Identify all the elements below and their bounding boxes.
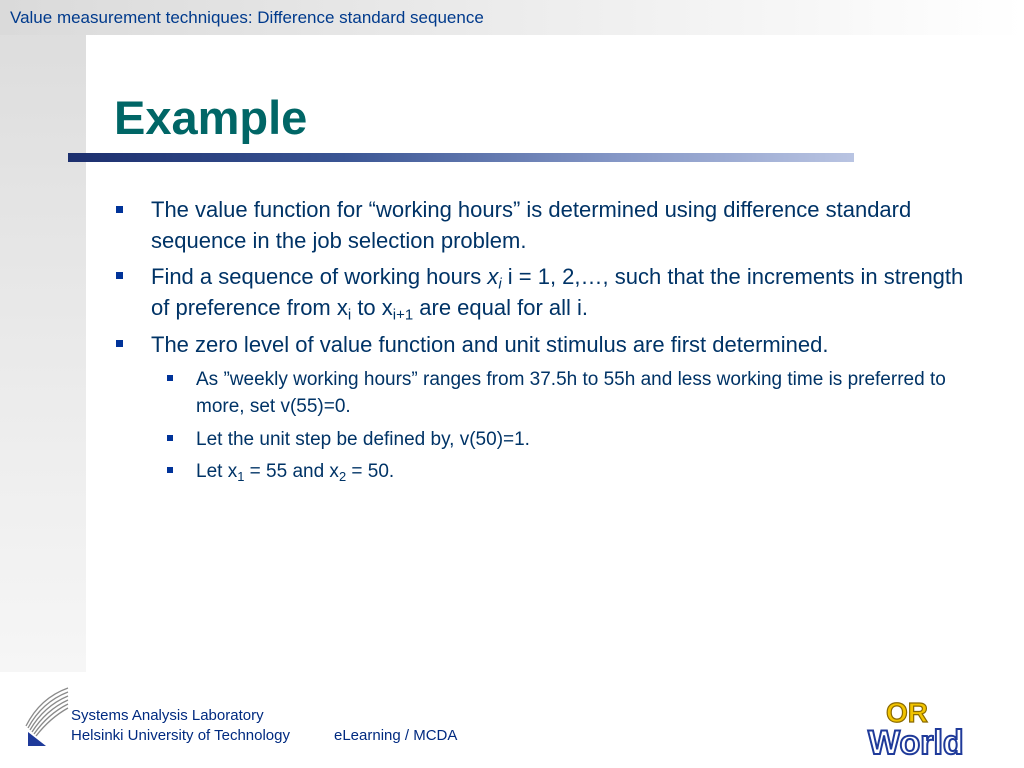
sub-bullet-item: As ”weekly working hours” ranges from 37.5h to 55h and less working time is preferred to more, set v(55)=0.	[196, 369, 946, 417]
sub-bullet-item: Let the unit step be defined by, v(50)=1.	[196, 429, 530, 450]
bullet-item: The value function for “working hours” is determined using difference standard sequence in the job selection problem.	[151, 197, 912, 253]
text-run: are equal for all i.	[413, 295, 589, 320]
text-run: Find a sequence of working hours	[151, 264, 488, 289]
sub-bullet-marker	[167, 435, 173, 441]
bullet-item	[151, 261, 981, 323]
section-title: Value measurement techniques: Difference standard sequence	[10, 8, 484, 27]
or-world-logo-top: OR	[886, 697, 928, 728]
text-run: Let x	[196, 461, 238, 482]
subscript: 2	[338, 468, 347, 484]
text-run: = 55 and x	[244, 461, 339, 482]
footer-course: eLearning / MCDA	[334, 727, 458, 744]
subscript: i	[347, 306, 352, 324]
text-run: = 50.	[346, 461, 395, 482]
or-world-logo-bottom: World	[868, 724, 964, 760]
hut-logo-icon	[20, 686, 72, 746]
title-underline-rule	[68, 153, 854, 162]
footer-lab: Systems Analysis Laboratory	[71, 707, 264, 724]
footer-institution	[71, 706, 290, 746]
sub-bullet-marker	[167, 375, 173, 381]
subscript: i+1	[392, 306, 414, 324]
text-run: i = 1, 2,…, such that the increments in strength of preference from x	[151, 264, 964, 320]
bullet-marker	[116, 206, 123, 213]
sub-bullet-item	[196, 458, 986, 485]
left-background-band	[0, 0, 86, 672]
variable-subscript: i	[498, 275, 502, 293]
footer-university: Helsinki University of Technology	[71, 727, 290, 744]
bullet-marker	[116, 272, 123, 279]
or-world-logo-icon	[864, 696, 1010, 760]
sub-bullet-marker	[167, 467, 173, 473]
variable-x: x	[487, 264, 499, 289]
subscript: 1	[237, 468, 245, 484]
bullet-item: The zero level of value function and unit stimulus are first determined.	[151, 332, 829, 357]
text-run: to x	[351, 295, 393, 320]
bullet-marker	[116, 340, 123, 347]
slide-title: Example	[114, 91, 308, 144]
